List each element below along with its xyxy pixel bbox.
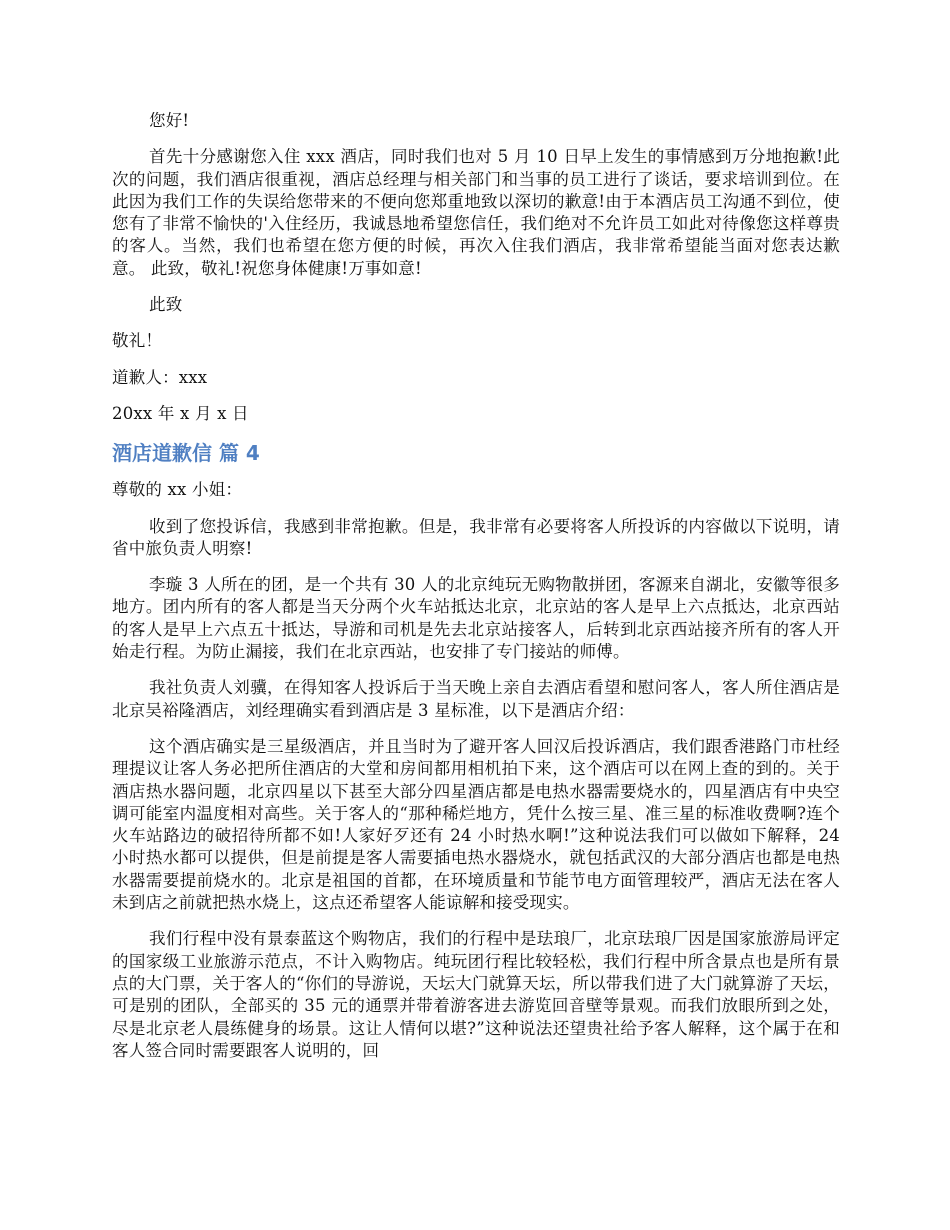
- document-page: [112, 110, 840, 1062]
- closing-line-2: 敬礼！: [112, 331, 163, 351]
- paragraph: 收到了您投诉信，我感到非常抱歉。但是，我非常有必要将客人所投诉的内容做以下说明，请省中旅负责人明察!: [112, 516, 840, 558]
- paragraph: 我社负责人刘骥，在得知客人投诉后于当天晚上亲自去酒店看望和慰问客人，客人所住酒店是北京吴裕隆酒店，刘经理确实看到酒店是 3 星标准，以下是酒店介绍：: [112, 678, 840, 720]
- letter-date: 20xx 年 x 月 x 日: [112, 403, 249, 423]
- apology-body: 首先十分感谢您入住 xxx 酒店，同时我们也对 5 月 10 日早上发生的事情感到万分地抱歉!此次的问题，我们酒店很重视，酒店总经理与相关部门和当事的员工进行了谈话，要求培训到位。在此因为我们工作的失误给您带来的不便向您郑重地致以深切的歉意!由于本酒店员工沟通不到位，使您有了非常不愉快的'入住经历，我诚恳地希望您信任，我们绝对不允许员工如此对待像您这样尊贵的客人。当然，我们也希望在您方便的时候，再次入住我们酒店，我非常希望能当面对您表达歉意。 此致，敬礼!祝您身体健康!万事如意!: [112, 147, 840, 278]
- greeting: 您好!: [149, 111, 190, 130]
- section-heading: 酒店道歉信 篇 4: [112, 441, 260, 466]
- signer: 道歉人：xxx: [112, 367, 208, 387]
- paragraph: 李璇 3 人所在的团，是一个共有 30 人的北京纯玩无购物散拼团，客源来自湖北，安徽等很多地方。团内所有的客人都是当天分两个火车站抵达北京，北京站的客人是早上六点抵达，北京西站的客人是早上六点五十抵达，导游和司机是先去北京站接客人，后转到北京西站接齐所有的客人开始走行程。为防止漏接，我们在北京西站，也安排了专门接站的师傅。: [112, 575, 840, 662]
- paragraph: 我们行程中没有景泰蓝这个购物店，我们的行程中是珐琅厂，北京珐琅厂因是国家旅游局评定的国家级工业旅游示范点，不计入购物店。纯玩团行程比较轻松，我们行程中所含景点也是所有景点的大门票，关于客人的“你们的导游说，天坛大门就算天坛，所以带我们进了大门就算游了天坛，可是别的团队，全部买的 35 元的通票并带着游客进去游览回音壁等景观。而我们放眼所到之处，尽是北京老人晨练健身的场景。这让人情何以堪?”这种说法还望贵社给予客人解释，这个属于在和客人签合同时需要跟客人说明的，回: [112, 929, 840, 1060]
- paragraph: 这个酒店确实是三星级酒店，并且当时为了避开客人回汉后投诉酒店，我们跟香港路门市杜经理提议让客人务必把所住酒店的大堂和房间都用相机拍下来，这个酒店可以在网上查的到的。关于酒店热水器问题，北京四星以下甚至大部分四星酒店都是电热水器需要烧水的，四星酒店有中央空调可能室内温度相对高些。关于客人的“那种稀烂地方，凭什么按三星、准三星的标准收费啊?连个火车站路边的破招待所都不如!人家好歹还有 24 小时热水啊!”这种说法我们可以做如下解释，24 小时热水都可以提供，但是前提是客人需要插电热水器烧水，就包括武汉的大部分酒店也都是电热水器需要提前烧水的。北京是祖国的首都，在环境质量和节能节电方面管理较严，酒店无法在客人未到店之前就把热水烧上，这点还希望客人能谅解和接受现实。: [112, 736, 840, 913]
- salutation: 尊敬的 xx 小姐：: [112, 480, 243, 500]
- closing-line-1: 此致: [149, 295, 183, 315]
